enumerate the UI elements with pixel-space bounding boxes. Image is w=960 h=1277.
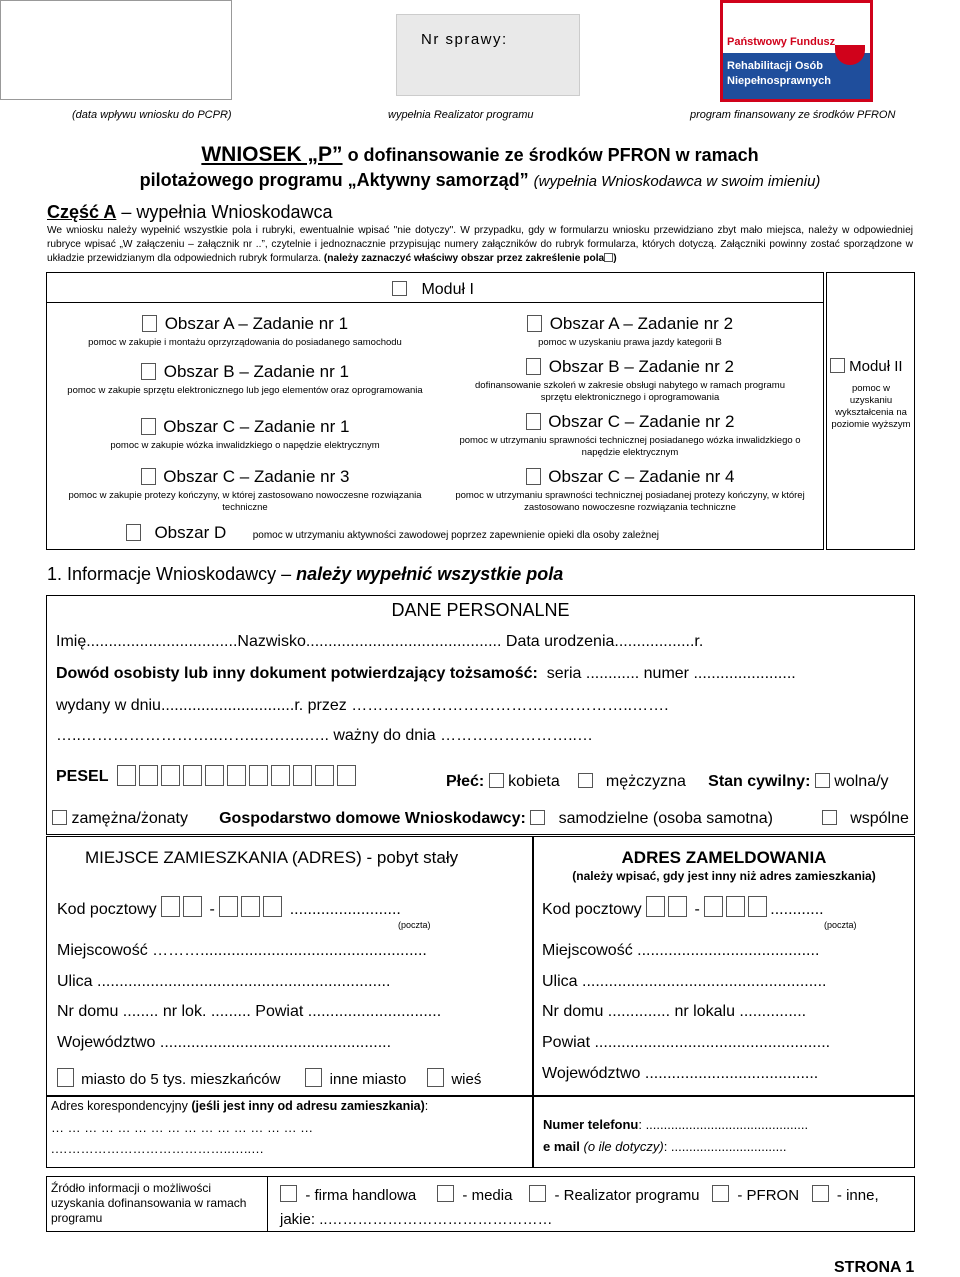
registered-subtitle: (należy wpisać, gdy jest inny niż adres zamieszkania) xyxy=(572,869,876,883)
source-other-checkbox[interactable] xyxy=(812,1185,829,1202)
correspondence-label: Adres korespondencyjny (jeśli jest inny od adresu zamieszkania): xyxy=(51,1099,429,1113)
area-c4[interactable]: Obszar C – Zadanie nr 4 pomoc w utrzymaniu sprawności technicznej posiadanej protezy kończyny, w której zastosowano nowoczesne rozwiązania techniczne xyxy=(455,467,805,513)
realizator-caption: wypełnia Realizator programu xyxy=(388,109,534,121)
module-1-label: Moduł I xyxy=(421,281,474,298)
female-checkbox[interactable] xyxy=(489,773,504,788)
male-checkbox[interactable] xyxy=(578,773,593,788)
village-checkbox[interactable] xyxy=(427,1068,444,1087)
gender-marital-line: Płeć: kobieta mężczyzna Stan cywilny: wolna/y xyxy=(446,773,889,790)
area-b2-checkbox[interactable] xyxy=(526,358,541,375)
id-document-line[interactable]: Dowód osobisty lub inny dokument potwierdzający tożsamość: seria ............ numer ....................... xyxy=(56,665,796,682)
logo-line3: Niepełnosprawnych xyxy=(727,75,831,87)
module-1-checkbox[interactable] xyxy=(392,281,407,296)
date-caption: (data wpływu wniosku do PCPR) xyxy=(72,109,232,121)
contact-box xyxy=(533,1096,915,1168)
module-2-checkbox[interactable] xyxy=(830,358,845,373)
residence-title: MIEJSCE ZAMIESZKANIA (ADRES) - pobyt stały xyxy=(85,848,459,867)
pesel-input[interactable] xyxy=(117,765,359,788)
source-realizator-checkbox[interactable] xyxy=(529,1185,546,1202)
voivodeship-left[interactable]: Województwo .................................................... xyxy=(57,1034,392,1051)
area-a2-checkbox[interactable] xyxy=(527,315,542,332)
form-subtitle xyxy=(0,170,960,191)
personal-data-box xyxy=(46,595,915,835)
post-office-caption-left: (poczta) xyxy=(398,920,431,930)
area-d-checkbox[interactable] xyxy=(126,524,141,541)
household-line: zamężna/żonaty Gospodarstwo domowe Wnioskodawcy: samodzielne (osoba samotna) wspólne xyxy=(52,810,909,828)
name-line[interactable]: Imię..................................Nazwisko............................................ Data urodzenia..................r. xyxy=(56,633,704,650)
source-options: - firma handlowa - media - Realizator programu - PFRON - inne, xyxy=(280,1185,879,1204)
personal-title: DANE PERSONALNE xyxy=(391,600,570,620)
area-a2[interactable]: Obszar A – Zadanie nr 2 pomoc w uzyskaniu prawa jazdy kategorii B xyxy=(440,314,820,349)
area-c3[interactable]: Obszar C – Zadanie nr 3 pomoc w zakupie protezy kończyny, w której zastosowano nowoczesne rozwiązania techniczne xyxy=(68,467,422,513)
area-c2[interactable]: Obszar C – Zadanie nr 2 pomoc w utrzymaniu sprawności technicznej posiadanego wózka inwalidzkiego o napędzie elektrycznym xyxy=(459,412,801,458)
source-other-input[interactable]: jakie: ..……………………………………… xyxy=(280,1211,553,1228)
pesel-label: PESEL xyxy=(56,768,109,785)
correspondence-input-1[interactable]: … … … … … … … … … … … … … … … … xyxy=(51,1120,314,1135)
source-firm-checkbox[interactable] xyxy=(280,1185,297,1202)
postal-code-right[interactable]: Kod pocztowy - ............ xyxy=(542,896,824,919)
case-number-box xyxy=(396,14,580,96)
house-no-right[interactable]: Nr domu .............. nr lokalu ............... xyxy=(542,1003,807,1020)
part-a-instructions: We wniosku należy wypełnić wszystkie pola i rubryki, ewentualnie wpisać "nie dotyczy". W przypadku, gdy w formularzu wniosku przewidziano zbyt mało miejsca, należy w odpowiedniej rubryce wpisać „W załączeniu – załącznik nr ..”, czytelnie i jednoznacznie przypisując numery załączników do rubryk formularza, których dotyczą. Załączniki powinny zostać sporządzone w układzie przewidzianym dla odpowiednich rubryk formularza. (należy zaznaczyć właściwy obszar przez zakreślenie pola ) xyxy=(47,225,913,264)
area-c2-checkbox[interactable] xyxy=(526,413,541,430)
part-a-heading: Część A – wypełnia Wnioskodawca xyxy=(47,202,333,222)
source-label: Źródło informacji o możliwości uzyskania dofinansowania w ramach programu xyxy=(51,1181,247,1225)
registered-title: ADRES ZAMELDOWANIA xyxy=(621,848,827,867)
post-office-caption-right: (poczta) xyxy=(824,920,857,930)
area-c1-checkbox[interactable] xyxy=(141,418,156,435)
area-c1[interactable]: Obszar C – Zadanie nr 1 pomoc w zakupie wózka inwalidzkiego o napędzie elektrycznym xyxy=(110,417,380,451)
date-stamp-box xyxy=(0,0,232,100)
area-b2[interactable]: Obszar B – Zadanie nr 2 dofinansowanie szkoleń w zakresie obsługi nabytego w ramach programu sprzętu elektronicznego i oprogramowania xyxy=(475,357,785,403)
source-media-checkbox[interactable] xyxy=(437,1185,454,1202)
correspondence-input-2[interactable]: .…………………………………..…..… xyxy=(51,1141,265,1156)
street-left[interactable]: Ulica .................................................................. xyxy=(57,973,391,990)
section-1-heading: 1. Informacje Wnioskodawcy – należy wypełnić wszystkie pola xyxy=(47,564,564,584)
area-a1-checkbox[interactable] xyxy=(142,315,157,332)
area-b1[interactable]: Obszar B – Zadanie nr 1 pomoc w zakupie sprzętu elektronicznego lub jego elementów oraz oprogramowania xyxy=(67,362,423,396)
area-d[interactable]: Obszar D pomoc w utrzymaniu aktywności zawodowej poprzez zapewnienie opieki dla osoby zależnej xyxy=(126,523,659,543)
page-number: STRONA 1 xyxy=(834,1259,915,1276)
subtitle-program: pilotażowego programu „Aktywny samorząd” xyxy=(139,170,529,190)
household-shared-checkbox[interactable] xyxy=(822,810,837,825)
postal-code-left[interactable]: Kod pocztowy - ......................... xyxy=(57,896,401,919)
pesel-line xyxy=(56,765,359,788)
module-2-option[interactable]: Moduł II pomoc w uzyskaniu wykształcenia na poziomie wyższym xyxy=(831,358,911,430)
logo-line2: Rehabilitacji Osób xyxy=(727,60,823,72)
case-number-label: Nr sprawy: xyxy=(421,31,508,48)
town-small-checkbox[interactable] xyxy=(57,1068,74,1087)
district-right[interactable]: Powiat ..................................................... xyxy=(542,1034,831,1051)
source-pfron-checkbox[interactable] xyxy=(712,1185,729,1202)
locality-type-line: miasto do 5 tys. mieszkańców inne miasto wieś xyxy=(57,1068,481,1088)
pfron-logo xyxy=(720,0,873,102)
subtitle-note: (wypełnia Wnioskodawca w swoim imieniu) xyxy=(533,173,821,190)
phone-line[interactable]: Numer telefonu: ............................................. xyxy=(543,1117,809,1132)
area-c3-checkbox[interactable] xyxy=(141,468,156,485)
street-right[interactable]: Ulica ....................................................... xyxy=(542,973,827,990)
area-c4-checkbox[interactable] xyxy=(526,468,541,485)
area-b1-checkbox[interactable] xyxy=(141,363,156,380)
form-title xyxy=(0,143,960,167)
city-right[interactable]: Miejscowość ......................................... xyxy=(542,942,820,959)
email-line[interactable]: e mail (o ile dotyczy): ................................ xyxy=(543,1139,787,1154)
funding-caption: program finansowany ze środków PFRON xyxy=(690,109,896,121)
area-a1[interactable]: Obszar A – Zadanie nr 1 pomoc w zakupie i montażu oprzyrządowania do posiadanego samochodu xyxy=(88,314,402,348)
logo-line1: Państwowy Fundusz xyxy=(727,36,836,48)
household-single-checkbox[interactable] xyxy=(530,810,545,825)
single-checkbox[interactable] xyxy=(815,773,830,788)
voivodeship-right[interactable]: Województwo ....................................... xyxy=(542,1065,819,1082)
city-left[interactable]: Miejscowość ………................................................... xyxy=(57,942,427,959)
module-1-option[interactable] xyxy=(392,281,474,299)
married-checkbox[interactable] xyxy=(52,810,67,825)
title-main: WNIOSEK „P” xyxy=(201,143,343,166)
validity-line[interactable]: …..……………………..……..….…..….. ważny do dnia ……………………..… xyxy=(56,727,593,744)
house-no-left[interactable]: Nr domu ........ nr lok. ......... Powiat .............................. xyxy=(57,1003,442,1020)
issued-line[interactable]: wydany w dniu..............................r. przez ……………………………………………..……. xyxy=(56,697,669,714)
town-other-checkbox[interactable] xyxy=(305,1068,322,1087)
title-rest: o dofinansowanie ze środków PFRON w ramach xyxy=(347,145,759,165)
residence-address-box xyxy=(46,836,533,1096)
